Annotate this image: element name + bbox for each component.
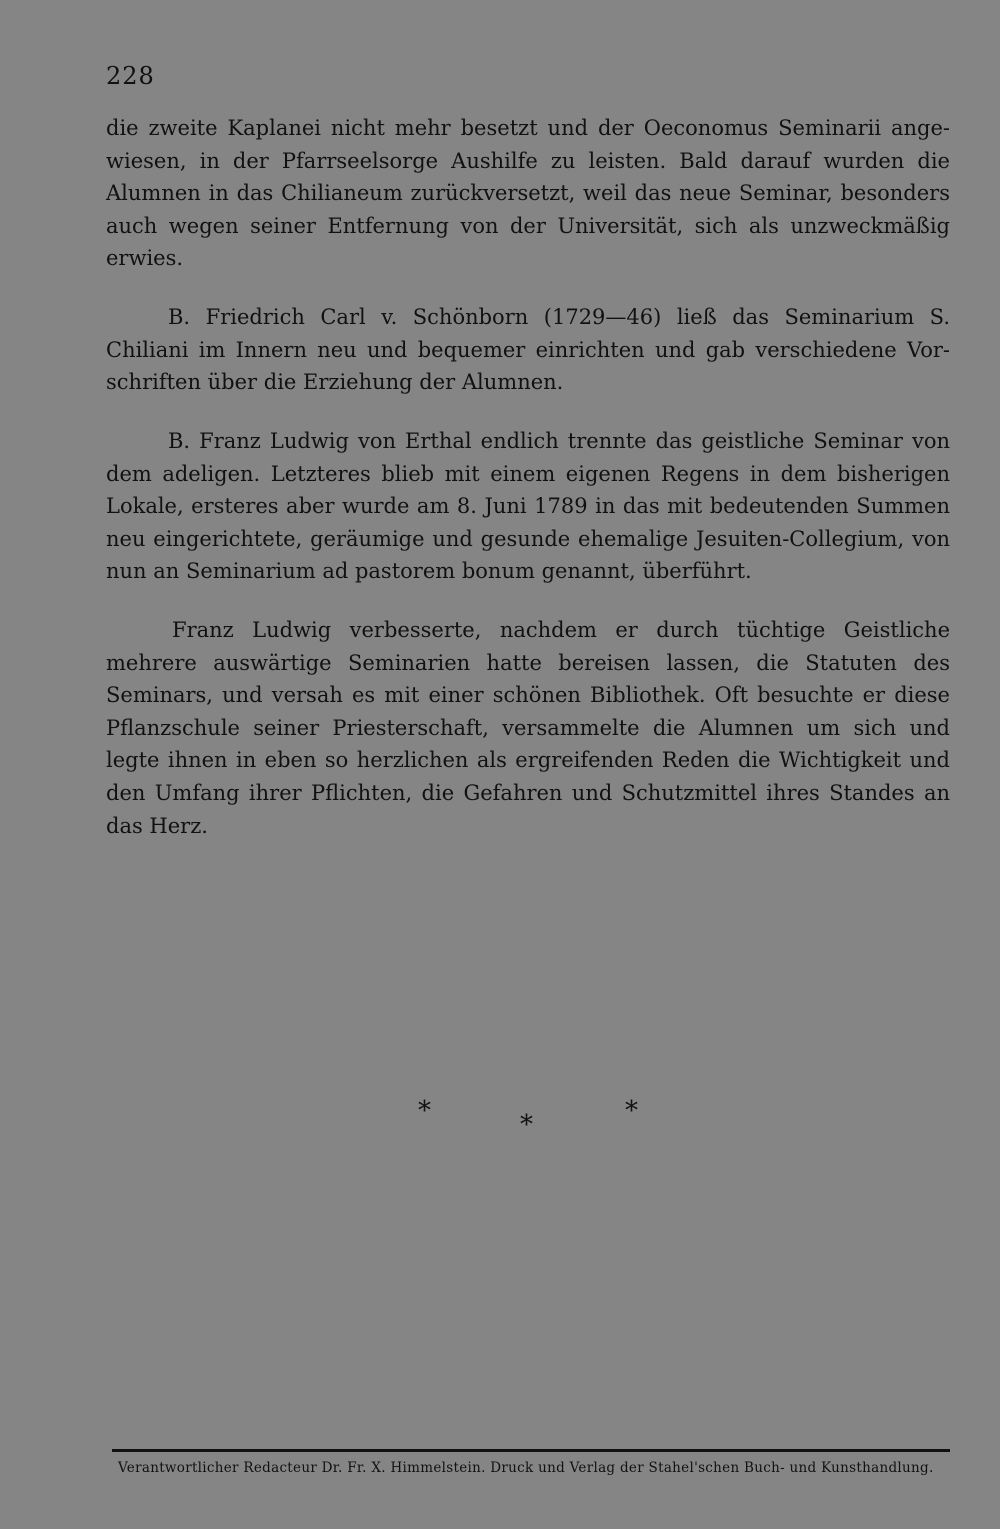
- asterism-ornament: [0, 1098, 1000, 1148]
- paragraph-3: B. Franz Ludwig von Erthal endlich trennte das geistliche Seminar von dem adeligen. Letzteres blieb mit einem eigenen Regens in dem bisherigen Lokale, ersteres aber wurde am 8. Juni 1789 in das mit bedeutenden Summen neu eingerichtete, geräumige und gesunde ehemalige Jesuiten-Collegium, von nun an Seminarium ad pastorem bonum genannt, überführt.: [106, 429, 950, 584]
- paragraph-1: die zweite Kaplanei nicht mehr besetzt und der Oeconomus Seminarii angewiesen, in der Pfarrseelsorge Aushilfe zu leisten. Bald darauf wurden die Alumnen in das Chilianeum zurückversetzt, weil das neue Seminar, besonders auch wegen seiner Entfernung von der Universität, sich als unzweckmäßig erwies.: [106, 116, 950, 271]
- asterisk-right: *: [625, 1096, 638, 1126]
- footer-rule: [112, 1449, 950, 1452]
- paragraph-4: Franz Ludwig verbesserte, nachdem er durch tüchtige Geistliche mehrere auswärtige Seminarien hatte bereisen lassen, die Statuten des Seminars, und versah es mit einer schönen Bibliothek. Oft besuchte er diese Pflanzschule seiner Priesterschaft, versammelte die Alumnen um sich und legte ihnen in eben so herzlichen als ergreifenden Reden die Wichtigkeit und den Umfang ihrer Pflichten, die Gefahren und Schutzmittel ihres Standes an das Herz.: [106, 618, 950, 838]
- asterisk-center: *: [520, 1110, 533, 1140]
- footer-imprint: Verantwortlicher Redacteur Dr. Fr. X. Himmelstein. Druck und Verlag der Stahel'schen Buch- und Kunsthandlung.: [118, 1460, 934, 1476]
- asterisk-left: *: [418, 1096, 431, 1126]
- paragraph-2: B. Friedrich Carl v. Schönborn (1729—46) ließ das Seminarium S. Chiliani im Innern neu und bequemer einrichten und gab verschiedene Vorschriften über die Erziehung der Alumnen.: [106, 305, 950, 395]
- page-number: 228: [106, 62, 155, 90]
